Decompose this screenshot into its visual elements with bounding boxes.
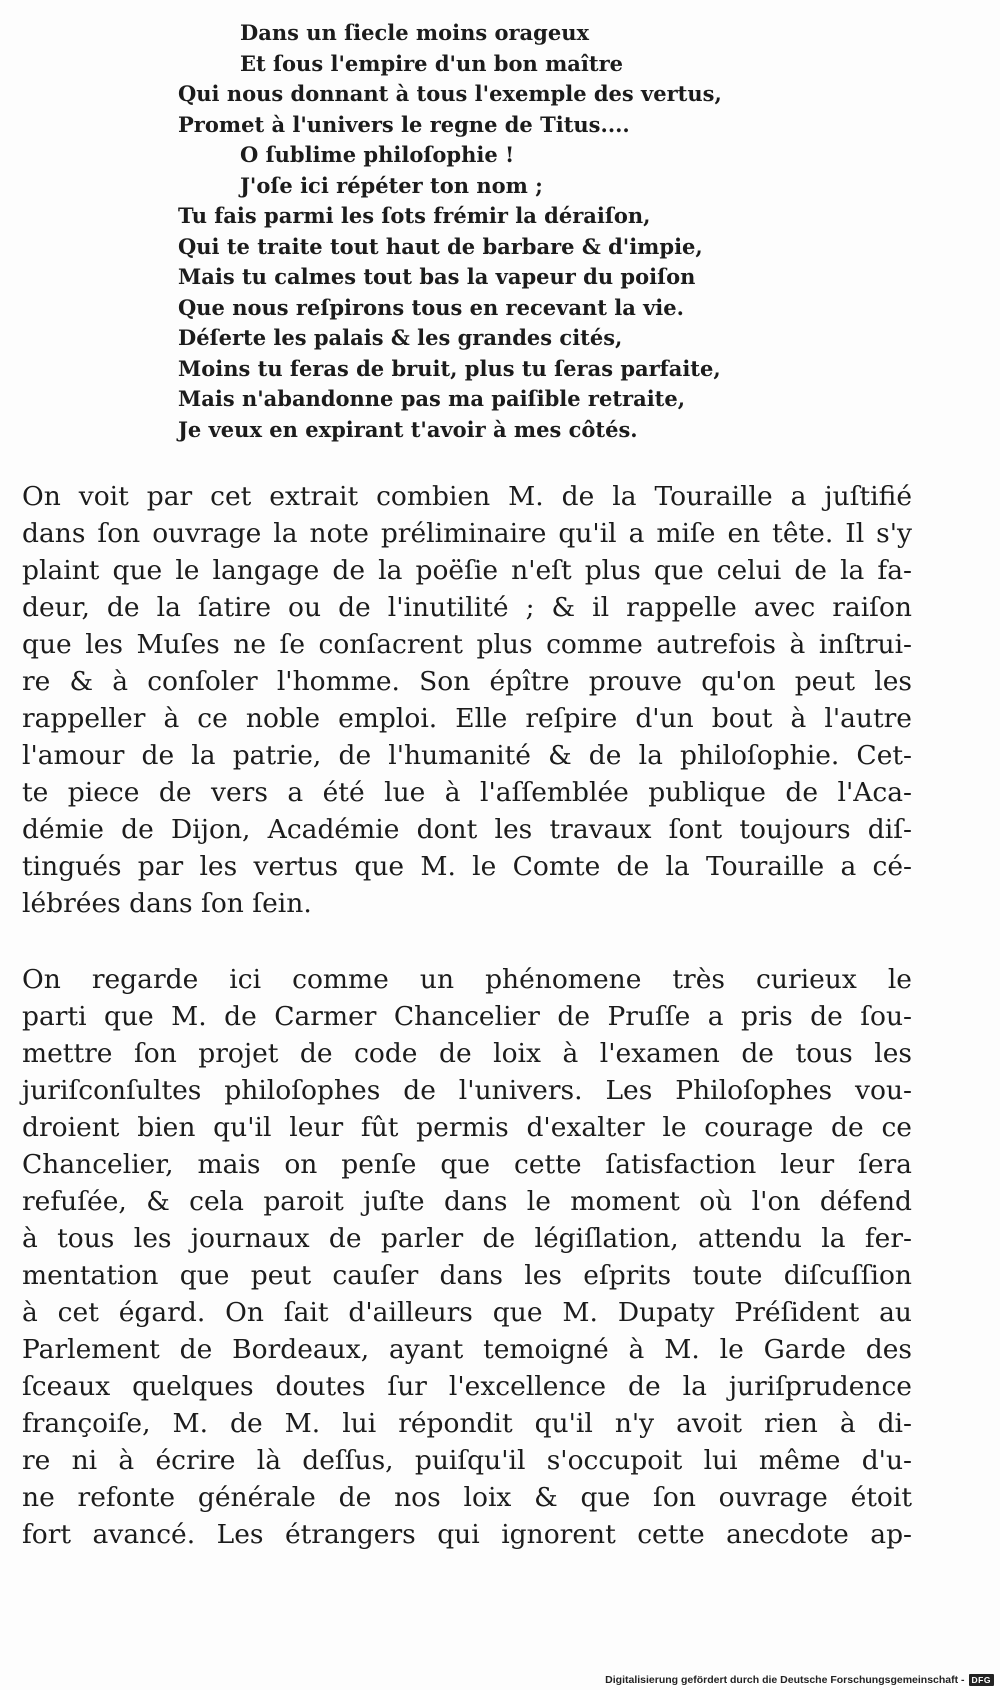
verse-line: Moins tu feras de bruit, plus tu ſeras parfaite,	[178, 355, 721, 381]
paragraph-line: juriſconſultes philoſophes de l'univers. Les Philoſophes vou-	[22, 1075, 912, 1106]
verse-line: Mais tu calmes tout bas la vapeur du poiſon	[178, 264, 696, 289]
verse-line: Promet à l'univers le regne de Titus....	[178, 111, 630, 137]
paragraph-line: tingués par les vertus que M. le Comte de la Touraille a cé-	[22, 851, 912, 882]
verse-line: J'oſe ici répéter ton nom ;	[240, 172, 543, 198]
paragraph-line: mentation que peut cauſer dans les eſprits toute diſcuſſion	[22, 1260, 912, 1291]
verse-line: Tu fais parmi les ſots frémir la déraiſon,	[178, 203, 651, 228]
paragraph-line: refuſée, & cela paroit juſte dans le moment où l'on défend	[22, 1186, 912, 1217]
verse-line: O ſublime philoſophie !	[240, 142, 515, 167]
paragraph-line: rappeller à ce noble emploi. Elle reſpire d'un bout à l'autre	[22, 703, 912, 734]
verse-line: Qui te traite tout haut de barbare & d'impie,	[178, 233, 703, 259]
paragraph-line: parti que M. de Carmer Chancelier de Pruſſe a pris de ſou-	[22, 1001, 912, 1032]
paragraph-line: fort avancé. Les étrangers qui ignorent cette anecdote ap-	[22, 1519, 912, 1550]
footer-credit-text: Digitalisierung gefördert durch die Deutsche Forschungsgemeinschaft -	[605, 1674, 965, 1686]
paragraph-line: françoiſe, M. de M. lui répondit qu'il n'y avoit rien à di-	[22, 1408, 912, 1439]
paragraph-line: Parlement de Bordeaux, ayant temoigné à M. le Garde des	[22, 1334, 912, 1365]
paragraph-line: Chancelier, mais on penſe que cette ſatisfaction leur ſera	[22, 1149, 912, 1180]
paragraph-line: te piece de vers a été lue à l'aſſemblée publique de l'Aca-	[22, 777, 912, 808]
paragraph-line: à cet égard. On ſait d'ailleurs que M. Dupaty Préſident au	[22, 1297, 912, 1328]
paragraph-carmer	[22, 961, 912, 1553]
verse-line: Et ſous l'empire d'un bon maître	[240, 50, 624, 76]
paragraph-line: On voit par cet extrait combien M. de la Touraille a juſtifié	[22, 481, 912, 512]
paragraph-line: re & à conſoler l'homme. Son épître prouve qu'on peut les	[22, 666, 912, 697]
paragraph-line: dans ſon ouvrage la note préliminaire qu'il a miſe en tête. Il s'y	[22, 518, 912, 549]
paragraph-line: On regarde ici comme un phénomene très curieux le	[22, 964, 912, 995]
verse-line: Je veux en expirant t'avoir à mes côtés.	[178, 416, 638, 442]
paragraph-line: ſceaux quelques doutes ſur l'excellence de la juriſprudence	[22, 1371, 912, 1402]
verse-line: Déſerte les palais & les grandes cités,	[178, 325, 623, 350]
paragraph-line: plaint que le langage de la poëſie n'eſt plus que celui de la fa-	[22, 555, 912, 586]
paragraph-line: droient bien qu'il leur fût permis d'exalter le courage de ce	[22, 1112, 912, 1143]
paragraph-line: que les Muſes ne ſe conſacrent plus comme autrefois à inſtrui-	[22, 629, 912, 660]
verse-line: Que nous reſpirons tous en recevant la vie.	[178, 294, 684, 320]
paragraph-line: lébrées dans ſon ſein.	[22, 888, 312, 919]
paragraph-touraille	[22, 478, 912, 922]
paragraph-line: l'amour de la patrie, de l'humanité & de la philoſophie. Cet-	[22, 740, 912, 771]
verse-block	[178, 18, 798, 445]
paragraph-line: démie de Dijon, Académie dont les travaux ſont toujours diſ-	[22, 814, 912, 845]
paragraph-line: mettre ſon projet de code de loix à l'examen de tous les	[22, 1038, 912, 1069]
paragraph-line: ne refonte générale de nos loix & que ſon ouvrage étoit	[22, 1482, 912, 1513]
verse-line: Mais n'abandonne pas ma paiſible retraite,	[178, 386, 686, 411]
verse-line: Dans un ſiecle moins orageux	[240, 20, 589, 45]
digitization-footer	[605, 1674, 994, 1686]
paragraph-line: deur, de la ſatire ou de l'inutilité ; & il rappelle avec raiſon	[22, 592, 912, 623]
paragraph-line: à tous les journaux de parler de légiſlation, attendu la fer-	[22, 1223, 912, 1254]
paragraph-line: re ni à écrire là deſſus, puiſqu'il s'occupoit lui même d'u-	[22, 1445, 912, 1476]
dfg-logo: DFG	[969, 1674, 994, 1686]
verse-line: Qui nous donnant à tous l'exemple des vertus,	[178, 81, 722, 106]
